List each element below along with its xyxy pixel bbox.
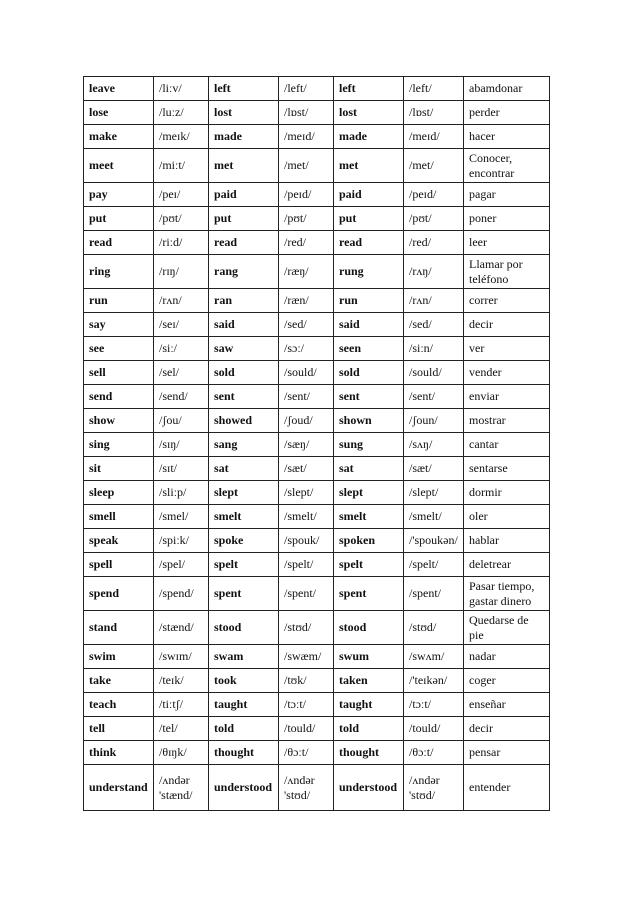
verb-past-participle: left — [334, 77, 404, 101]
past-simple-pronunciation: /ʌndər 'stʊd/ — [279, 765, 334, 811]
verb-past-participle: lost — [334, 101, 404, 125]
past-participle-pronunciation: /sent/ — [404, 385, 464, 409]
spanish-translation: cantar — [464, 433, 550, 457]
verb-past-participle: sung — [334, 433, 404, 457]
infinitive-pronunciation: /swɪm/ — [154, 645, 209, 669]
verb-past-participle: thought — [334, 741, 404, 765]
verb-row — [84, 149, 550, 183]
infinitive-pronunciation: /ʌndər 'stænd/ — [154, 765, 209, 811]
past-participle-pronunciation: /ʌndər 'stʊd/ — [404, 765, 464, 811]
past-participle-pronunciation: /red/ — [404, 231, 464, 255]
past-participle-pronunciation: /θɔːt/ — [404, 741, 464, 765]
verb-infinitive: teach — [84, 693, 154, 717]
verb-table-body — [84, 77, 550, 811]
past-simple-pronunciation: /ʃoud/ — [279, 409, 334, 433]
infinitive-pronunciation: /teɪk/ — [154, 669, 209, 693]
verb-past-participle: run — [334, 289, 404, 313]
verb-past-simple: understood — [209, 765, 279, 811]
infinitive-pronunciation: /pʊt/ — [154, 207, 209, 231]
verb-past-participle: sent — [334, 385, 404, 409]
spanish-translation: oler — [464, 505, 550, 529]
past-simple-pronunciation: /left/ — [279, 77, 334, 101]
verb-row — [84, 255, 550, 289]
verb-past-simple: rang — [209, 255, 279, 289]
verb-infinitive: pay — [84, 183, 154, 207]
past-simple-pronunciation: /ræn/ — [279, 289, 334, 313]
verb-row — [84, 77, 550, 101]
past-participle-pronunciation: /smelt/ — [404, 505, 464, 529]
verb-past-simple: spent — [209, 577, 279, 611]
past-participle-pronunciation: /slept/ — [404, 481, 464, 505]
verb-past-simple: sat — [209, 457, 279, 481]
verb-past-participle: taught — [334, 693, 404, 717]
verb-past-participle: spoken — [334, 529, 404, 553]
verb-past-simple: said — [209, 313, 279, 337]
verb-past-simple: told — [209, 717, 279, 741]
spanish-translation: perder — [464, 101, 550, 125]
verb-past-simple: taught — [209, 693, 279, 717]
past-participle-pronunciation: /tɔːt/ — [404, 693, 464, 717]
past-participle-pronunciation: /sæt/ — [404, 457, 464, 481]
verb-infinitive: speak — [84, 529, 154, 553]
infinitive-pronunciation: /send/ — [154, 385, 209, 409]
verb-row — [84, 693, 550, 717]
past-participle-pronunciation: /stʊd/ — [404, 611, 464, 645]
verb-row — [84, 337, 550, 361]
past-simple-pronunciation: /met/ — [279, 149, 334, 183]
verb-past-simple: thought — [209, 741, 279, 765]
infinitive-pronunciation: /seɪ/ — [154, 313, 209, 337]
verb-row — [84, 183, 550, 207]
past-simple-pronunciation: /smelt/ — [279, 505, 334, 529]
verb-past-participle: said — [334, 313, 404, 337]
verb-past-participle: spent — [334, 577, 404, 611]
spanish-translation: nadar — [464, 645, 550, 669]
verb-past-participle: told — [334, 717, 404, 741]
spanish-translation: decir — [464, 717, 550, 741]
past-participle-pronunciation: /spelt/ — [404, 553, 464, 577]
verb-row — [84, 207, 550, 231]
past-simple-pronunciation: /peɪd/ — [279, 183, 334, 207]
spanish-translation: poner — [464, 207, 550, 231]
past-simple-pronunciation: /sɔː/ — [279, 337, 334, 361]
verb-past-participle: seen — [334, 337, 404, 361]
verb-infinitive: make — [84, 125, 154, 149]
verb-row — [84, 669, 550, 693]
past-participle-pronunciation: /met/ — [404, 149, 464, 183]
infinitive-pronunciation: /peɪ/ — [154, 183, 209, 207]
past-participle-pronunciation: /siːn/ — [404, 337, 464, 361]
verb-past-participle: slept — [334, 481, 404, 505]
verb-past-simple: sang — [209, 433, 279, 457]
verb-row — [84, 717, 550, 741]
past-simple-pronunciation: /spelt/ — [279, 553, 334, 577]
verb-infinitive: put — [84, 207, 154, 231]
verb-past-simple: read — [209, 231, 279, 255]
past-simple-pronunciation: /spent/ — [279, 577, 334, 611]
infinitive-pronunciation: /liːv/ — [154, 77, 209, 101]
verb-infinitive: tell — [84, 717, 154, 741]
verb-infinitive: sell — [84, 361, 154, 385]
verb-past-simple: lost — [209, 101, 279, 125]
spanish-translation: correr — [464, 289, 550, 313]
past-participle-pronunciation: /ʃoun/ — [404, 409, 464, 433]
spanish-translation: deletrear — [464, 553, 550, 577]
verb-past-simple: smelt — [209, 505, 279, 529]
verb-infinitive: swim — [84, 645, 154, 669]
infinitive-pronunciation: /siː/ — [154, 337, 209, 361]
verb-past-participle: read — [334, 231, 404, 255]
infinitive-pronunciation: /θɪŋk/ — [154, 741, 209, 765]
verb-past-simple: made — [209, 125, 279, 149]
verb-infinitive: sing — [84, 433, 154, 457]
spanish-translation: Conocer, encontrar — [464, 149, 550, 183]
past-simple-pronunciation: /pʊt/ — [279, 207, 334, 231]
verb-past-participle: spelt — [334, 553, 404, 577]
verb-past-participle: swum — [334, 645, 404, 669]
verb-row — [84, 125, 550, 149]
verb-past-simple: showed — [209, 409, 279, 433]
verb-infinitive: sit — [84, 457, 154, 481]
infinitive-pronunciation: /stænd/ — [154, 611, 209, 645]
verb-infinitive: show — [84, 409, 154, 433]
verb-infinitive: read — [84, 231, 154, 255]
infinitive-pronunciation: /tel/ — [154, 717, 209, 741]
spanish-translation: mostrar — [464, 409, 550, 433]
verb-past-participle: put — [334, 207, 404, 231]
past-participle-pronunciation: /pʊt/ — [404, 207, 464, 231]
spanish-translation: dormir — [464, 481, 550, 505]
verb-past-participle: rung — [334, 255, 404, 289]
verb-past-simple: ran — [209, 289, 279, 313]
verb-past-simple: put — [209, 207, 279, 231]
past-participle-pronunciation: /left/ — [404, 77, 464, 101]
verb-past-simple: saw — [209, 337, 279, 361]
past-participle-pronunciation: /peɪd/ — [404, 183, 464, 207]
infinitive-pronunciation: /smel/ — [154, 505, 209, 529]
spanish-translation: entender — [464, 765, 550, 811]
infinitive-pronunciation: /miːt/ — [154, 149, 209, 183]
verb-past-simple: spelt — [209, 553, 279, 577]
past-participle-pronunciation: /rʌŋ/ — [404, 255, 464, 289]
verb-past-simple: stood — [209, 611, 279, 645]
past-simple-pronunciation: /θɔːt/ — [279, 741, 334, 765]
verb-past-participle: smelt — [334, 505, 404, 529]
past-participle-pronunciation: /spent/ — [404, 577, 464, 611]
spanish-translation: ver — [464, 337, 550, 361]
infinitive-pronunciation: /spiːk/ — [154, 529, 209, 553]
verb-infinitive: ring — [84, 255, 154, 289]
verb-row — [84, 101, 550, 125]
past-simple-pronunciation: /stʊd/ — [279, 611, 334, 645]
past-participle-pronunciation: /meɪd/ — [404, 125, 464, 149]
infinitive-pronunciation: /sel/ — [154, 361, 209, 385]
verb-infinitive: smell — [84, 505, 154, 529]
past-simple-pronunciation: /tʊk/ — [279, 669, 334, 693]
verb-row — [84, 481, 550, 505]
past-simple-pronunciation: /sould/ — [279, 361, 334, 385]
verb-past-participle: met — [334, 149, 404, 183]
spanish-translation: Quedarse de pie — [464, 611, 550, 645]
verb-past-participle: understood — [334, 765, 404, 811]
spanish-translation: Llamar por teléfono — [464, 255, 550, 289]
verb-past-participle: shown — [334, 409, 404, 433]
verb-past-simple: sold — [209, 361, 279, 385]
verb-row — [84, 529, 550, 553]
irregular-verbs-table — [83, 76, 550, 811]
verb-row — [84, 231, 550, 255]
verb-row — [84, 741, 550, 765]
verb-past-participle: made — [334, 125, 404, 149]
verb-infinitive: run — [84, 289, 154, 313]
verb-infinitive: leave — [84, 77, 154, 101]
infinitive-pronunciation: /riːd/ — [154, 231, 209, 255]
verb-past-participle: sat — [334, 457, 404, 481]
verb-row — [84, 505, 550, 529]
spanish-translation: hablar — [464, 529, 550, 553]
verb-past-participle: sold — [334, 361, 404, 385]
verb-infinitive: sleep — [84, 481, 154, 505]
infinitive-pronunciation: /meɪk/ — [154, 125, 209, 149]
past-simple-pronunciation: /sent/ — [279, 385, 334, 409]
verb-past-simple: met — [209, 149, 279, 183]
verb-infinitive: think — [84, 741, 154, 765]
infinitive-pronunciation: /sɪt/ — [154, 457, 209, 481]
past-simple-pronunciation: /red/ — [279, 231, 334, 255]
past-participle-pronunciation: /sould/ — [404, 361, 464, 385]
spanish-translation: hacer — [464, 125, 550, 149]
verb-row — [84, 611, 550, 645]
past-simple-pronunciation: /tɔːt/ — [279, 693, 334, 717]
verb-row — [84, 645, 550, 669]
spanish-translation: enviar — [464, 385, 550, 409]
verb-infinitive: take — [84, 669, 154, 693]
past-participle-pronunciation: /lɒst/ — [404, 101, 464, 125]
past-simple-pronunciation: /lɒst/ — [279, 101, 334, 125]
past-participle-pronunciation: /sed/ — [404, 313, 464, 337]
past-participle-pronunciation: /'spoukən/ — [404, 529, 464, 553]
verb-row — [84, 553, 550, 577]
verb-infinitive: spell — [84, 553, 154, 577]
verb-past-simple: paid — [209, 183, 279, 207]
infinitive-pronunciation: /rʌn/ — [154, 289, 209, 313]
verb-past-simple: sent — [209, 385, 279, 409]
past-simple-pronunciation: /spouk/ — [279, 529, 334, 553]
spanish-translation: abamdonar — [464, 77, 550, 101]
past-participle-pronunciation: /swʌm/ — [404, 645, 464, 669]
past-simple-pronunciation: /ræŋ/ — [279, 255, 334, 289]
spanish-translation: decir — [464, 313, 550, 337]
verb-infinitive: stand — [84, 611, 154, 645]
verb-infinitive: say — [84, 313, 154, 337]
spanish-translation: pagar — [464, 183, 550, 207]
spanish-translation: Pasar tiempo, gastar dinero — [464, 577, 550, 611]
infinitive-pronunciation: /sliːp/ — [154, 481, 209, 505]
verb-row — [84, 433, 550, 457]
verb-past-simple: slept — [209, 481, 279, 505]
past-participle-pronunciation: /sʌŋ/ — [404, 433, 464, 457]
verb-row — [84, 457, 550, 481]
infinitive-pronunciation: /sɪŋ/ — [154, 433, 209, 457]
verb-past-simple: spoke — [209, 529, 279, 553]
verb-infinitive: meet — [84, 149, 154, 183]
verb-past-simple: swam — [209, 645, 279, 669]
verb-row — [84, 385, 550, 409]
infinitive-pronunciation: /ʃou/ — [154, 409, 209, 433]
past-simple-pronunciation: /tould/ — [279, 717, 334, 741]
spanish-translation: leer — [464, 231, 550, 255]
verb-infinitive: see — [84, 337, 154, 361]
spanish-translation: pensar — [464, 741, 550, 765]
spanish-translation: coger — [464, 669, 550, 693]
past-simple-pronunciation: /sæt/ — [279, 457, 334, 481]
verb-past-simple: took — [209, 669, 279, 693]
verb-row — [84, 577, 550, 611]
infinitive-pronunciation: /spend/ — [154, 577, 209, 611]
verb-row — [84, 289, 550, 313]
verb-past-participle: paid — [334, 183, 404, 207]
verb-past-simple: left — [209, 77, 279, 101]
past-simple-pronunciation: /swæm/ — [279, 645, 334, 669]
past-participle-pronunciation: /tould/ — [404, 717, 464, 741]
past-simple-pronunciation: /slept/ — [279, 481, 334, 505]
past-simple-pronunciation: /sæŋ/ — [279, 433, 334, 457]
infinitive-pronunciation: /rɪŋ/ — [154, 255, 209, 289]
verb-infinitive: send — [84, 385, 154, 409]
past-participle-pronunciation: /rʌn/ — [404, 289, 464, 313]
infinitive-pronunciation: /tiːtʃ/ — [154, 693, 209, 717]
verb-row — [84, 409, 550, 433]
verb-row — [84, 313, 550, 337]
verb-past-participle: taken — [334, 669, 404, 693]
verb-infinitive: understand — [84, 765, 154, 811]
verb-row — [84, 765, 550, 811]
verb-row — [84, 361, 550, 385]
infinitive-pronunciation: /luːz/ — [154, 101, 209, 125]
verb-infinitive: lose — [84, 101, 154, 125]
spanish-translation: enseñar — [464, 693, 550, 717]
spanish-translation: vender — [464, 361, 550, 385]
infinitive-pronunciation: /spel/ — [154, 553, 209, 577]
verb-infinitive: spend — [84, 577, 154, 611]
past-simple-pronunciation: /meɪd/ — [279, 125, 334, 149]
past-simple-pronunciation: /sed/ — [279, 313, 334, 337]
past-participle-pronunciation: /'teɪkən/ — [404, 669, 464, 693]
verb-past-participle: stood — [334, 611, 404, 645]
spanish-translation: sentarse — [464, 457, 550, 481]
